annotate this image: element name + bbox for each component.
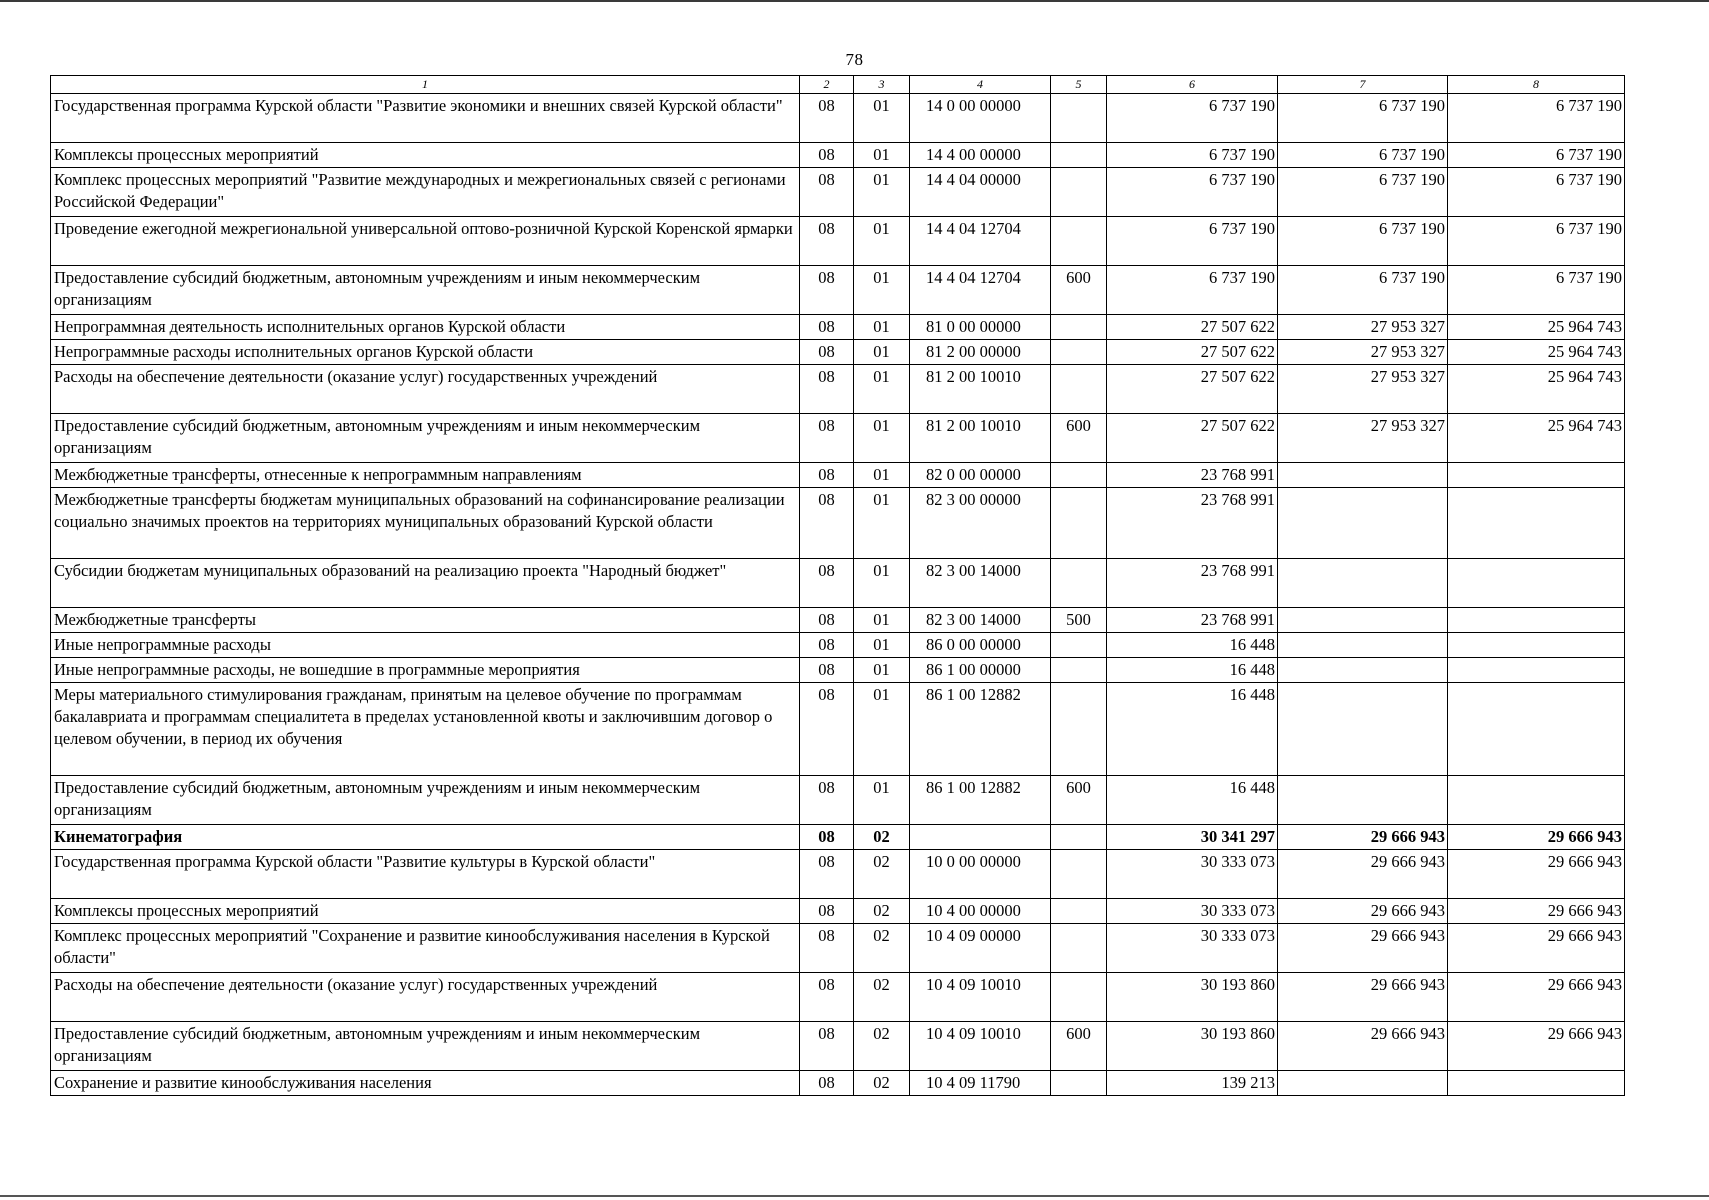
row-amount-year1: 6 737 190 [1107,168,1278,217]
row-section: 08 [800,850,854,899]
row-target-article: 14 4 00 00000 [910,143,1051,168]
column-header: 4 [910,76,1051,94]
row-target-article: 10 4 09 10010 [910,1022,1051,1071]
row-expense-type: 600 [1051,1022,1107,1071]
row-subsection: 01 [854,683,910,776]
row-amount-year1: 16 448 [1107,658,1278,683]
row-subsection: 02 [854,825,910,850]
table-row [51,1071,1625,1096]
row-name: Расходы на обеспечение деятельности (оказание услуг) государственных учреждений [51,365,800,414]
row-name: Комплексы процессных мероприятий [51,899,800,924]
column-header: 6 [1107,76,1278,94]
row-amount-year2: 29 666 943 [1278,973,1448,1022]
row-target-article: 81 2 00 10010 [910,414,1051,463]
row-target-article: 82 3 00 00000 [910,488,1051,559]
row-name: Кинематография [51,825,800,850]
row-section: 08 [800,315,854,340]
row-amount-year2: 27 953 327 [1278,414,1448,463]
row-target-article: 10 0 00 00000 [910,850,1051,899]
row-amount-year2: 6 737 190 [1278,217,1448,266]
row-subsection: 01 [854,340,910,365]
row-section: 08 [800,463,854,488]
table-row [51,168,1625,217]
row-amount-year1: 23 768 991 [1107,608,1278,633]
row-target-article: 10 4 09 11790 [910,1071,1051,1096]
row-amount-year3 [1448,559,1625,608]
row-amount-year3: 6 737 190 [1448,94,1625,143]
row-amount-year3 [1448,658,1625,683]
row-amount-year2: 6 737 190 [1278,94,1448,143]
scan-border-top [0,0,1709,2]
row-section: 08 [800,168,854,217]
row-amount-year1: 27 507 622 [1107,414,1278,463]
table-row [51,463,1625,488]
row-name: Межбюджетные трансферты [51,608,800,633]
row-subsection: 01 [854,608,910,633]
row-name: Предоставление субсидий бюджетным, автономным учреждениям и иным некоммерческим организациям [51,1022,800,1071]
row-name: Государственная программа Курской области "Развитие экономики и внешних связей Курской области" [51,94,800,143]
table-row [51,340,1625,365]
row-expense-type [1051,315,1107,340]
row-amount-year1: 30 193 860 [1107,973,1278,1022]
row-subsection: 01 [854,94,910,143]
row-section: 08 [800,683,854,776]
row-amount-year2: 29 666 943 [1278,825,1448,850]
row-section: 08 [800,414,854,463]
row-section: 08 [800,1022,854,1071]
row-subsection: 01 [854,143,910,168]
row-amount-year3: 25 964 743 [1448,365,1625,414]
row-name: Предоставление субсидий бюджетным, автономным учреждениям и иным некоммерческим организациям [51,266,800,315]
row-subsection: 01 [854,559,910,608]
row-name: Государственная программа Курской области "Развитие культуры в Курской области" [51,850,800,899]
row-amount-year2: 6 737 190 [1278,168,1448,217]
row-target-article: 86 1 00 12882 [910,683,1051,776]
row-name: Иные непрограммные расходы, не вошедшие в программные мероприятия [51,658,800,683]
row-amount-year2: 6 737 190 [1278,266,1448,315]
row-amount-year2 [1278,488,1448,559]
row-amount-year1: 6 737 190 [1107,217,1278,266]
row-subsection: 01 [854,217,910,266]
table-row [51,658,1625,683]
row-name: Сохранение и развитие кинообслуживания населения [51,1071,800,1096]
row-amount-year1: 16 448 [1107,683,1278,776]
row-amount-year3: 29 666 943 [1448,850,1625,899]
column-header: 2 [800,76,854,94]
row-subsection: 01 [854,488,910,559]
row-target-article: 14 4 04 00000 [910,168,1051,217]
row-section: 08 [800,94,854,143]
row-name: Непрограммные расходы исполнительных органов Курской области [51,340,800,365]
table-row [51,94,1625,143]
table-row [51,365,1625,414]
row-expense-type [1051,1071,1107,1096]
row-name: Расходы на обеспечение деятельности (оказание услуг) государственных учреждений [51,973,800,1022]
table-row [51,973,1625,1022]
row-amount-year1: 30 333 073 [1107,924,1278,973]
row-amount-year1: 23 768 991 [1107,488,1278,559]
table-row [51,488,1625,559]
row-amount-year1: 23 768 991 [1107,559,1278,608]
table-row [51,850,1625,899]
row-target-article: 86 1 00 12882 [910,776,1051,825]
column-header: 5 [1051,76,1107,94]
table-row [51,899,1625,924]
row-name: Комплекс процессных мероприятий "Сохранение и развитие кинообслуживания населения в Курской области" [51,924,800,973]
row-subsection: 02 [854,1022,910,1071]
row-amount-year3: 25 964 743 [1448,340,1625,365]
table-row [51,608,1625,633]
row-amount-year2 [1278,633,1448,658]
row-amount-year2 [1278,683,1448,776]
row-amount-year3: 6 737 190 [1448,168,1625,217]
row-expense-type [1051,973,1107,1022]
row-section: 08 [800,365,854,414]
row-target-article: 14 0 00 00000 [910,94,1051,143]
table-row [51,559,1625,608]
row-amount-year1: 6 737 190 [1107,266,1278,315]
row-subsection: 01 [854,168,910,217]
row-amount-year3 [1448,683,1625,776]
row-expense-type: 600 [1051,266,1107,315]
row-amount-year3: 29 666 943 [1448,924,1625,973]
row-amount-year3: 6 737 190 [1448,143,1625,168]
row-amount-year1: 30 341 297 [1107,825,1278,850]
row-amount-year1: 30 193 860 [1107,1022,1278,1071]
row-name: Межбюджетные трансферты бюджетам муниципальных образований на софинансирование реализации социально значимых проектов на территориях муниципальных образований Курской области [51,488,800,559]
row-amount-year1: 6 737 190 [1107,94,1278,143]
row-section: 08 [800,776,854,825]
row-amount-year3: 29 666 943 [1448,825,1625,850]
row-section: 08 [800,608,854,633]
row-section: 08 [800,488,854,559]
row-subsection: 02 [854,850,910,899]
row-amount-year2 [1278,463,1448,488]
row-expense-type [1051,94,1107,143]
row-expense-type [1051,168,1107,217]
row-expense-type [1051,899,1107,924]
row-amount-year3 [1448,608,1625,633]
table-row [51,315,1625,340]
row-target-article: 14 4 04 12704 [910,217,1051,266]
table-row [51,217,1625,266]
table-row [51,825,1625,850]
row-section: 08 [800,143,854,168]
row-amount-year2 [1278,776,1448,825]
row-amount-year2 [1278,559,1448,608]
row-amount-year3 [1448,1071,1625,1096]
row-subsection: 01 [854,776,910,825]
row-amount-year2 [1278,1071,1448,1096]
row-amount-year3: 25 964 743 [1448,414,1625,463]
row-amount-year2: 29 666 943 [1278,1022,1448,1071]
row-expense-type: 600 [1051,776,1107,825]
row-expense-type: 500 [1051,608,1107,633]
row-section: 08 [800,658,854,683]
row-expense-type [1051,924,1107,973]
row-expense-type [1051,143,1107,168]
row-target-article: 86 0 00 00000 [910,633,1051,658]
row-target-article: 81 0 00 00000 [910,315,1051,340]
row-target-article: 10 4 09 10010 [910,973,1051,1022]
table-row [51,776,1625,825]
header-row [51,76,1625,94]
row-expense-type [1051,683,1107,776]
table-row [51,414,1625,463]
row-subsection: 02 [854,924,910,973]
row-amount-year2 [1278,658,1448,683]
row-amount-year3 [1448,776,1625,825]
column-header: 1 [51,76,800,94]
row-amount-year1: 16 448 [1107,633,1278,658]
row-subsection: 01 [854,658,910,683]
budget-table [50,75,1625,1096]
row-name: Проведение ежегодной межрегиональной универсальной оптово-розничной Курской Коренской ярмарки [51,217,800,266]
row-section: 08 [800,825,854,850]
row-amount-year1: 139 213 [1107,1071,1278,1096]
row-subsection: 01 [854,315,910,340]
column-header: 7 [1278,76,1448,94]
row-target-article: 82 3 00 14000 [910,559,1051,608]
row-expense-type [1051,488,1107,559]
row-expense-type [1051,365,1107,414]
row-amount-year2 [1278,608,1448,633]
row-amount-year2: 29 666 943 [1278,924,1448,973]
row-name: Субсидии бюджетам муниципальных образований на реализацию проекта "Народный бюджет" [51,559,800,608]
row-expense-type: 600 [1051,414,1107,463]
row-expense-type [1051,217,1107,266]
row-name: Предоставление субсидий бюджетным, автономным учреждениям и иным некоммерческим организациям [51,776,800,825]
row-amount-year1: 30 333 073 [1107,899,1278,924]
page-number: 78 [845,50,864,69]
row-expense-type [1051,340,1107,365]
row-amount-year3: 29 666 943 [1448,899,1625,924]
row-subsection: 01 [854,414,910,463]
row-subsection: 01 [854,463,910,488]
row-section: 08 [800,924,854,973]
row-section: 08 [800,899,854,924]
table-row [51,683,1625,776]
row-subsection: 01 [854,365,910,414]
row-amount-year3: 25 964 743 [1448,315,1625,340]
row-name: Комплекс процессных мероприятий "Развитие международных и межрегиональных связей с регионами Российской Федерации" [51,168,800,217]
scan-border-bottom [0,1195,1709,1197]
row-expense-type [1051,850,1107,899]
row-section: 08 [800,1071,854,1096]
row-amount-year3: 6 737 190 [1448,266,1625,315]
row-amount-year3: 6 737 190 [1448,217,1625,266]
row-amount-year1: 27 507 622 [1107,365,1278,414]
row-amount-year2: 27 953 327 [1278,365,1448,414]
row-amount-year1: 27 507 622 [1107,340,1278,365]
row-name: Непрограммная деятельность исполнительных органов Курской области [51,315,800,340]
row-expense-type [1051,633,1107,658]
row-section: 08 [800,559,854,608]
row-section: 08 [800,340,854,365]
row-target-article: 82 3 00 14000 [910,608,1051,633]
table-row [51,633,1625,658]
row-amount-year3 [1448,463,1625,488]
row-target-article: 14 4 04 12704 [910,266,1051,315]
row-amount-year1: 30 333 073 [1107,850,1278,899]
row-amount-year2: 6 737 190 [1278,143,1448,168]
row-subsection: 02 [854,1071,910,1096]
row-amount-year2: 27 953 327 [1278,315,1448,340]
table-row [51,143,1625,168]
row-target-article [910,825,1051,850]
column-header: 8 [1448,76,1625,94]
row-name: Иные непрограммные расходы [51,633,800,658]
row-name: Комплексы процессных мероприятий [51,143,800,168]
row-amount-year1: 27 507 622 [1107,315,1278,340]
row-section: 08 [800,973,854,1022]
row-amount-year3 [1448,488,1625,559]
row-amount-year2: 29 666 943 [1278,850,1448,899]
row-amount-year2: 27 953 327 [1278,340,1448,365]
row-subsection: 01 [854,633,910,658]
row-amount-year3: 29 666 943 [1448,973,1625,1022]
row-subsection: 02 [854,973,910,1022]
row-section: 08 [800,217,854,266]
column-header: 3 [854,76,910,94]
row-target-article: 10 4 09 00000 [910,924,1051,973]
row-name: Меры материального стимулирования гражданам, принятым на целевое обучение по программам бакалавриата и программам специалитета в пределах установленной квоты и заключившим договор о целевом обучении, в период их обучения [51,683,800,776]
row-target-article: 81 2 00 00000 [910,340,1051,365]
row-expense-type [1051,658,1107,683]
row-amount-year1: 6 737 190 [1107,143,1278,168]
row-expense-type [1051,559,1107,608]
table-row [51,924,1625,973]
row-expense-type [1051,463,1107,488]
row-amount-year1: 16 448 [1107,776,1278,825]
row-amount-year3 [1448,633,1625,658]
row-target-article: 82 0 00 00000 [910,463,1051,488]
row-subsection: 01 [854,266,910,315]
row-amount-year2: 29 666 943 [1278,899,1448,924]
table-row [51,1022,1625,1071]
row-subsection: 02 [854,899,910,924]
row-amount-year3: 29 666 943 [1448,1022,1625,1071]
row-section: 08 [800,266,854,315]
row-target-article: 10 4 00 00000 [910,899,1051,924]
row-section: 08 [800,633,854,658]
row-expense-type [1051,825,1107,850]
row-target-article: 81 2 00 10010 [910,365,1051,414]
table-row [51,266,1625,315]
row-target-article: 86 1 00 00000 [910,658,1051,683]
row-name: Межбюджетные трансферты, отнесенные к непрограммным направлениям [51,463,800,488]
row-amount-year1: 23 768 991 [1107,463,1278,488]
row-name: Предоставление субсидий бюджетным, автономным учреждениям и иным некоммерческим организациям [51,414,800,463]
